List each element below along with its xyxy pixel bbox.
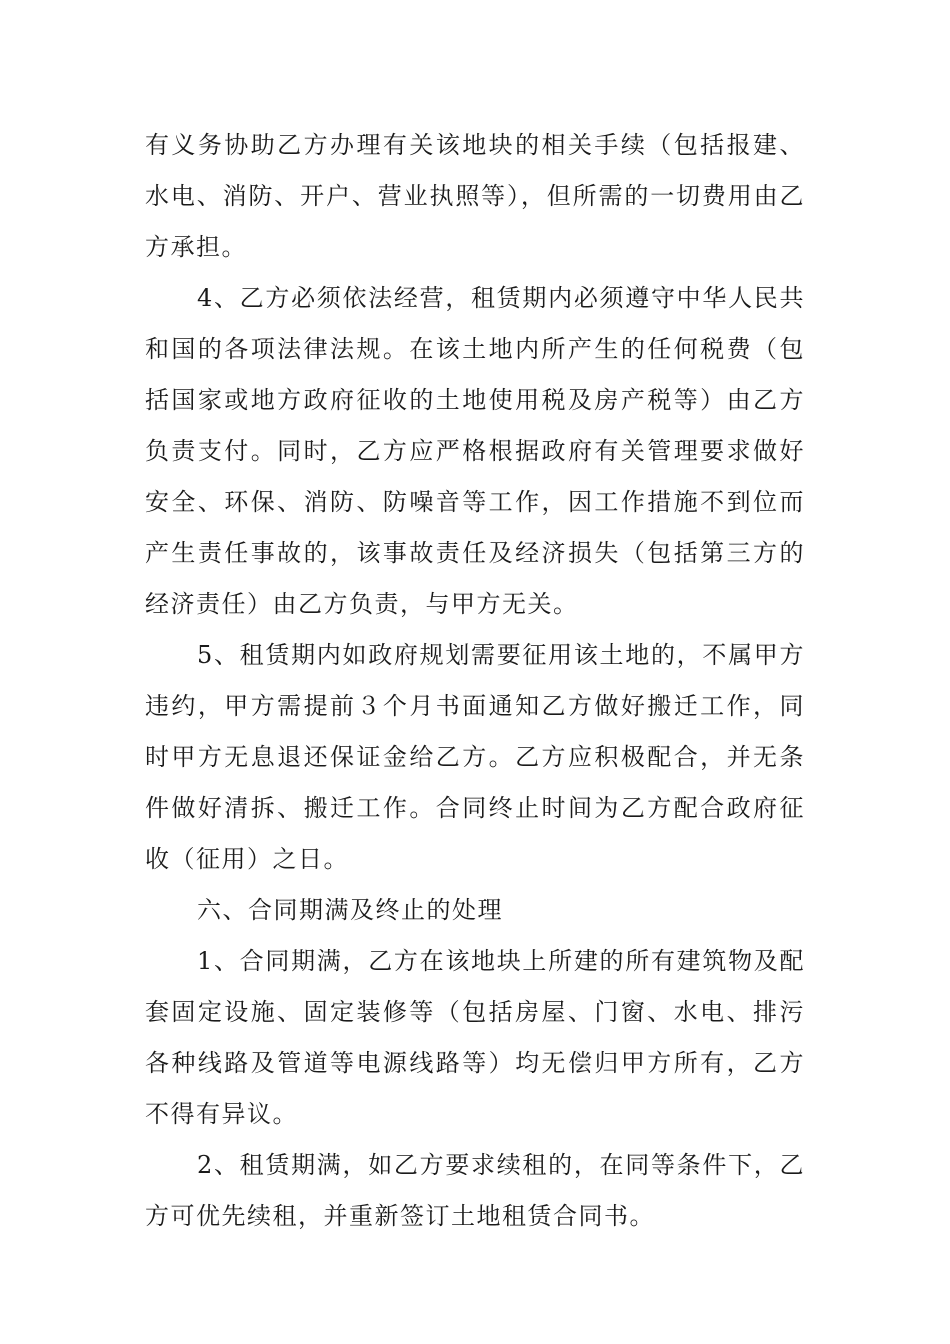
paragraph-clause-6-2: 2、租赁期满，如乙方要求续租的，在同等条件下，乙方可优先续租，并重新签订土地租赁合同书。 (145, 1151, 805, 1230)
paragraph-clause-4: 4、乙方必须依法经营，租赁期内必须遵守中华人民共和国的各项法律法规。在该土地内所产生的任何税费（包括国家或地方政府征收的土地使用税及房产税等）由乙方负责支付。同时，乙方应严格根据政府有关管理要求做好安全、环保、消防、防噪音等工作，因工作措施不到位而产生责任事故的，该事故责任及经济损失（包括第三方的经济责任）由乙方负责，与甲方无关。 (145, 284, 805, 618)
paragraph-continuation: 有义务协助乙方办理有关该地块的相关手续（包括报建、水电、消防、开户、营业执照等），但所需的一切费用由乙方承担。 (145, 131, 805, 261)
paragraph-clause-5: 5、租赁期内如政府规划需要征用该土地的，不属甲方违约，甲方需提前３个月书面通知乙方做好搬迁工作，同时甲方无息退还保证金给乙方。乙方应积极配合，并无条件做好清拆、搬迁工作。合同终止时间为乙方配合政府征收（征用）之日。 (145, 641, 805, 873)
section-heading-6: 六、合同期满及终止的处理 (197, 896, 503, 924)
document-page (145, 120, 805, 1242)
paragraph-clause-6-1: 1、合同期满，乙方在该地块上所建的所有建筑物及配套固定设施、固定装修等（包括房屋、门窗、水电、排污各种线路及管道等电源线路等）均无偿归甲方所有，乙方不得有异议。 (145, 947, 805, 1128)
